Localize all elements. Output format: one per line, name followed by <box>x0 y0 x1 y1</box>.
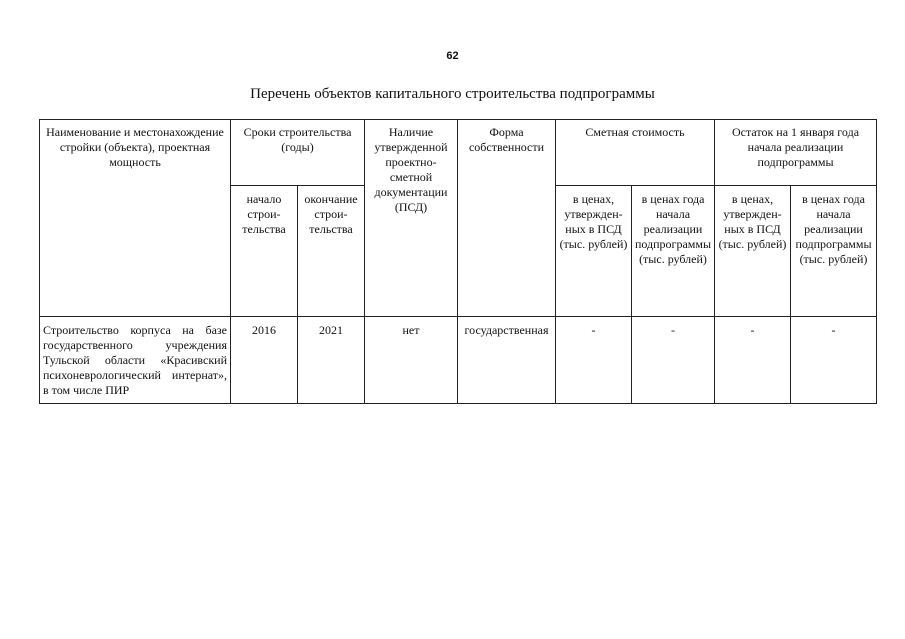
document-title: Перечень объектов капитального строительства подпрограммы <box>250 86 655 102</box>
cell-end-year: 2021 <box>298 317 365 404</box>
cell-ownership: государственная <box>458 317 556 404</box>
table-row <box>40 317 877 404</box>
cell-estimate-psd: - <box>556 317 632 404</box>
header-terms-start: начало строи-тельства <box>231 186 298 317</box>
header-terms: Сроки строительства (годы) <box>231 120 365 186</box>
cell-remainder-start: - <box>791 317 877 404</box>
header-terms-end: окончание строи-тельства <box>298 186 365 317</box>
header-psd: Наличие утвержденной проектно-сметной документации (ПСД) <box>365 120 458 317</box>
header-remainder: Остаток на 1 января года начала реализации подпрограммы <box>715 120 877 186</box>
header-remainder-psd: в ценах, утвержден-ных в ПСД (тыс. рублей) <box>715 186 791 317</box>
header-remainder-start: в ценах года начала реализации подпрограммы (тыс. рублей) <box>791 186 877 317</box>
page-number: 62 <box>446 50 459 62</box>
cell-psd: нет <box>365 317 458 404</box>
capital-construction-table <box>39 119 877 404</box>
header-name: Наименование и местонахождение стройки (объекта), проектная мощность <box>40 120 231 317</box>
cell-remainder-psd: - <box>715 317 791 404</box>
header-ownership: Форма собственности <box>458 120 556 317</box>
cell-name: Строительство корпуса на базе государственного учреждения Тульской области «Красивский психоневрологический интернат», в том числе ПИР <box>40 317 231 404</box>
header-estimate-psd: в ценах, утвержден-ных в ПСД (тыс. рублей) <box>556 186 632 317</box>
cell-estimate-start: - <box>632 317 715 404</box>
cell-start-year: 2016 <box>231 317 298 404</box>
header-estimate-start: в ценах года начала реализации подпрограммы (тыс. рублей) <box>632 186 715 317</box>
header-estimate: Сметная стоимость <box>556 120 715 186</box>
